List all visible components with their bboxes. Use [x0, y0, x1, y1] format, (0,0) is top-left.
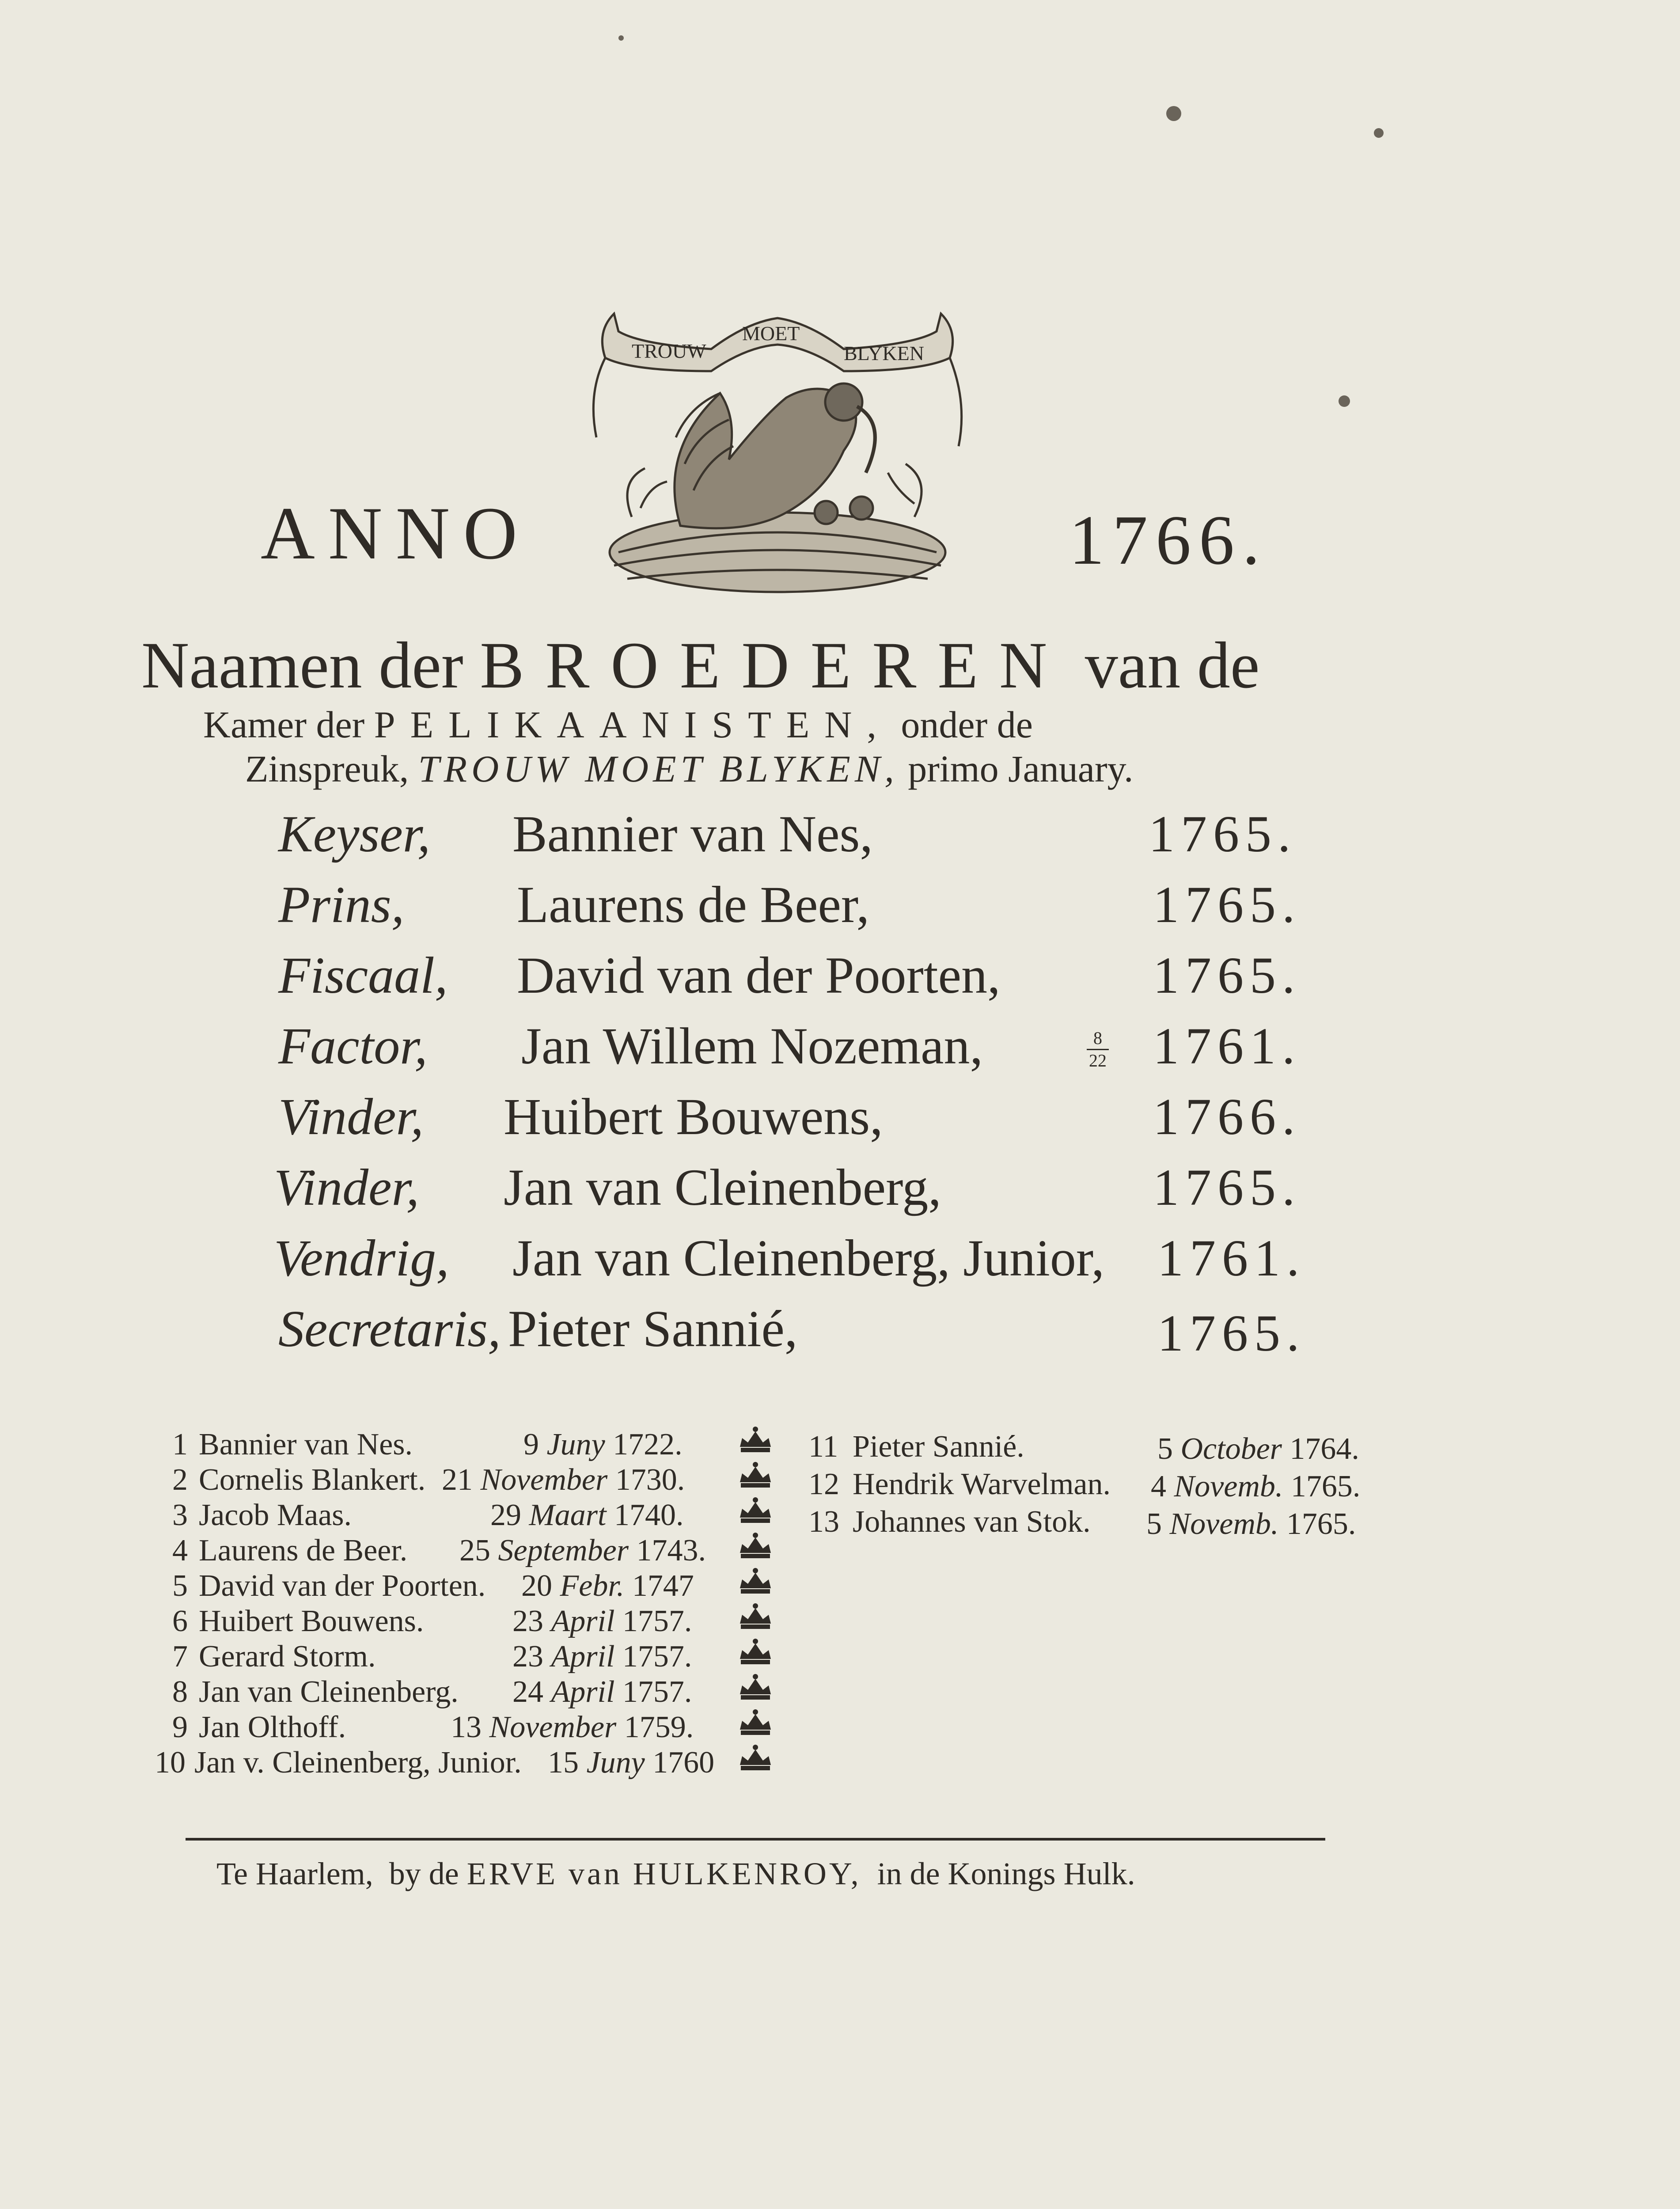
crown-icon	[740, 1462, 771, 1488]
anno-year: 1766.	[1069, 501, 1268, 579]
pelican-emblem	[579, 305, 976, 614]
officer-name: Pieter Sannié,	[508, 1300, 798, 1358]
officer-name: Huibert Bouwens,	[504, 1088, 883, 1146]
officer-year: 1765.	[1153, 1158, 1301, 1216]
crown-icon	[740, 1533, 771, 1558]
member-date: 9 Juny 1722.	[523, 1427, 683, 1461]
officer-name: David van der Poorten,	[517, 946, 1001, 1004]
officer-title: Prins,	[278, 876, 405, 934]
officer-name: Laurens de Beer,	[517, 876, 869, 934]
member-number: 9	[172, 1710, 188, 1744]
member-date: 21 November 1730.	[442, 1463, 685, 1497]
imprint	[216, 1856, 1135, 1892]
officer-name: Bannier van Nes,	[512, 805, 873, 863]
title-line-3-start: Zinspreuk,	[245, 748, 409, 790]
anno-word: ANNO	[261, 492, 531, 575]
member-date: 15 Juny 1760	[548, 1746, 715, 1780]
title-line-2	[203, 702, 1033, 747]
member-name: Jan Olthoff.	[199, 1710, 346, 1744]
title-pelikaanisten: PELIKAANISTEN,	[374, 703, 891, 746]
member-number: 1	[172, 1427, 188, 1461]
officer-name: Jan van Cleinenberg, Junior,	[512, 1229, 1105, 1287]
member-name: Bannier van Nes.	[199, 1427, 413, 1461]
paper-spot	[1339, 395, 1350, 407]
officer-title: Vinder,	[274, 1158, 419, 1216]
officer-fraction	[1087, 1029, 1109, 1070]
title-motto: TROUW MOET BLYKEN,	[418, 748, 899, 790]
officer-title: Keyser,	[278, 805, 431, 863]
member-number: 5	[172, 1569, 188, 1603]
member-name: Jan v. Cleinenberg, Junior.	[194, 1746, 522, 1780]
ribbon-word-moet: MOET	[742, 322, 800, 345]
officer-title: Vendrig,	[274, 1229, 449, 1287]
paper-spot	[1166, 106, 1181, 121]
fraction-top: 8	[1093, 1028, 1102, 1048]
officer-year: 1761.	[1157, 1229, 1306, 1287]
paper-spot	[618, 35, 624, 41]
crown-icon	[740, 1709, 771, 1735]
member-date: 5 October 1764.	[1157, 1432, 1359, 1466]
imprint-address: in de Konings Hulk.	[877, 1856, 1135, 1891]
member-name: Gerard Storm.	[199, 1640, 376, 1674]
officer-year: 1761.	[1153, 1017, 1301, 1075]
member-number: 3	[172, 1498, 188, 1532]
member-date: 23 April 1757.	[512, 1640, 692, 1674]
paper-spot	[1374, 128, 1384, 138]
divider-rule	[186, 1838, 1325, 1841]
ribbon-word-blyken: BLYKEN	[844, 342, 924, 364]
member-name: Huibert Bouwens.	[199, 1604, 424, 1638]
member-date: 23 April 1757.	[512, 1604, 692, 1638]
member-name: Pieter Sannié.	[853, 1430, 1024, 1464]
officer-title: Factor,	[278, 1017, 428, 1075]
imprint-by: by de	[389, 1856, 459, 1891]
member-number: 13	[808, 1505, 839, 1539]
title-line-1	[141, 627, 1259, 703]
member-name: Cornelis Blankert.	[199, 1463, 426, 1497]
officer-name: Jan van Cleinenberg,	[504, 1158, 941, 1216]
member-date: 20 Febr. 1747	[521, 1569, 694, 1603]
member-name: Jacob Maas.	[199, 1498, 352, 1532]
crown-icon	[740, 1603, 771, 1629]
crown-icon	[740, 1639, 771, 1664]
crown-column	[736, 1425, 775, 1783]
member-number: 7	[172, 1640, 188, 1674]
crown-icon	[740, 1497, 771, 1523]
title-line-1-start: Naamen der	[141, 629, 463, 702]
member-name: Laurens de Beer.	[199, 1533, 408, 1568]
title-line-1-end: van de	[1085, 629, 1260, 702]
crown-icon	[740, 1427, 771, 1452]
member-name: Jan van Cleinenberg.	[199, 1675, 459, 1709]
title-line-3	[245, 747, 1134, 791]
member-date: 4 Novemb. 1765.	[1151, 1469, 1361, 1503]
member-number: 2	[172, 1463, 188, 1497]
ribbon-word-trouw: TROUW	[632, 340, 706, 362]
officer-name: Jan Willem Nozeman,	[521, 1017, 983, 1075]
member-date: 5 Novemb. 1765.	[1146, 1507, 1356, 1541]
member-number: 8	[172, 1675, 188, 1709]
member-date: 29 Maart 1740.	[490, 1498, 684, 1532]
member-date: 25 September 1743.	[459, 1533, 706, 1568]
member-name: Johannes van Stok.	[853, 1505, 1091, 1539]
imprint-publisher: ERVE van HULKENROY,	[466, 1856, 861, 1891]
member-date: 24 April 1757.	[512, 1675, 692, 1709]
officer-title: Fiscaal,	[278, 946, 448, 1004]
crown-icon	[740, 1568, 771, 1594]
member-number: 4	[172, 1533, 188, 1568]
member-number: 12	[808, 1467, 839, 1501]
crown-icon	[740, 1674, 771, 1700]
title-broederen: BROEDEREN	[480, 629, 1069, 702]
fraction-bottom: 22	[1089, 1051, 1107, 1070]
officer-year: 1765.	[1157, 1304, 1306, 1362]
title-line-2-start: Kamer der	[203, 703, 365, 746]
officer-year: 1766.	[1153, 1088, 1301, 1146]
officer-year: 1765.	[1149, 805, 1297, 863]
member-name: David van der Poorten.	[199, 1569, 486, 1603]
officer-year: 1765.	[1153, 946, 1301, 1004]
member-name: Hendrik Warvelman.	[853, 1467, 1111, 1501]
officer-title: Secretaris,	[278, 1300, 501, 1358]
title-line-3-end: primo January.	[908, 748, 1134, 790]
member-number: 10	[155, 1746, 186, 1780]
crown-icon	[740, 1745, 771, 1770]
officer-title: Vinder,	[278, 1088, 424, 1146]
member-number: 6	[172, 1604, 188, 1638]
member-date: 13 November 1759.	[451, 1710, 694, 1744]
title-line-2-end: onder de	[901, 703, 1033, 746]
imprint-place: Te Haarlem,	[216, 1856, 373, 1891]
member-number: 11	[808, 1430, 838, 1464]
officer-year: 1765.	[1153, 876, 1301, 934]
